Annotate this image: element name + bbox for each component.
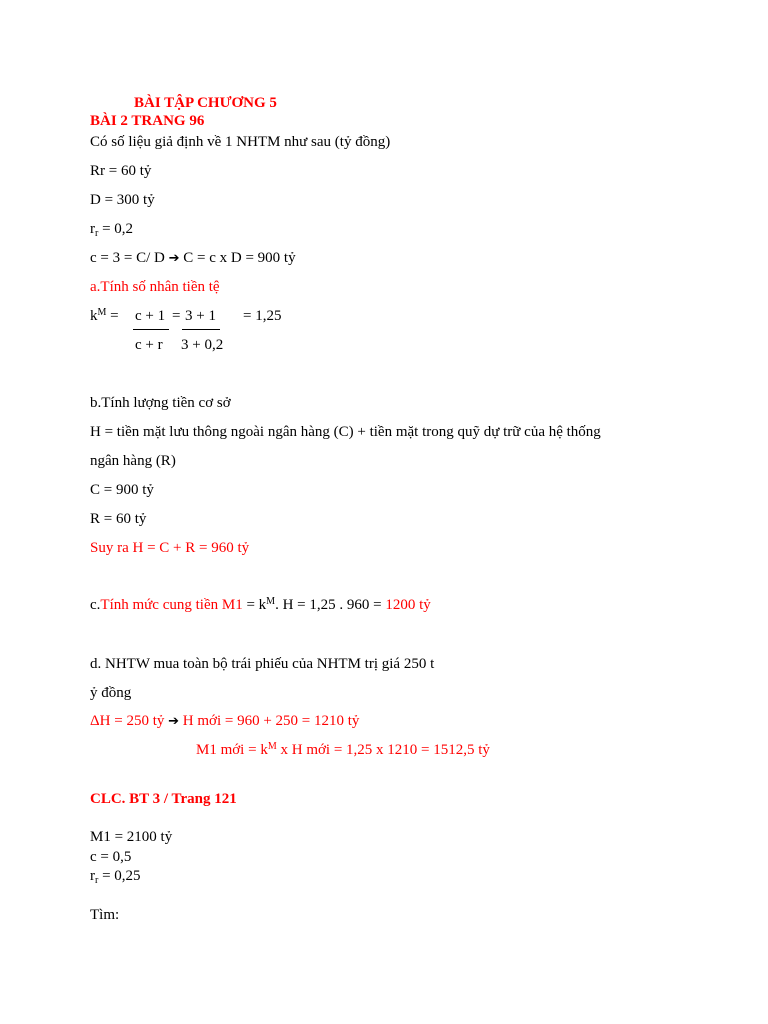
problem2-c: c = 0,5 bbox=[90, 849, 132, 865]
problem2-m1: M1 = 2100 tỷ bbox=[90, 829, 173, 845]
multiplier-result: = 1,25 bbox=[243, 308, 282, 324]
part-d-line1: d. NHTW mua toàn bộ trái phiếu của NHTM trị giá 250 t bbox=[90, 656, 435, 672]
m1-new-calc: x H mới = 1,25 x 1210 = bbox=[276, 742, 434, 758]
fraction2-denominator: 3 + 0,2 bbox=[181, 337, 224, 353]
c-result: C = c x D = 900 tỷ bbox=[179, 250, 296, 266]
fraction2-numerator: 3 + 1 bbox=[185, 308, 216, 324]
problem2-r bbox=[90, 867, 141, 885]
fraction2-bar bbox=[182, 329, 220, 330]
m1-new-result: 1512,5 tỷ bbox=[433, 742, 490, 758]
k-superscript: M bbox=[97, 307, 107, 318]
h-definition-line2: ngân hàng (R) bbox=[90, 453, 176, 469]
right-arrow-icon: ➔ bbox=[168, 251, 180, 266]
delta-h-line bbox=[90, 712, 359, 731]
r-value: = 0,2 bbox=[98, 221, 134, 237]
part-c-result: 1200 tỷ bbox=[385, 597, 431, 613]
c-expression: c = 3 = C/ D bbox=[90, 250, 169, 266]
r-base: r bbox=[90, 221, 95, 237]
h-result-line: Suy ra H = C + R = 960 tỷ bbox=[90, 540, 250, 556]
right-arrow-icon: ➔ bbox=[168, 714, 180, 729]
c-value-line: C = 900 tỷ bbox=[90, 482, 154, 498]
part-c-label: Tính mức cung tiền M1 bbox=[100, 597, 243, 613]
m1-new-prefix: M1 mới = k bbox=[196, 742, 268, 758]
fraction-equals: = bbox=[172, 308, 181, 324]
c-line bbox=[90, 249, 296, 268]
rr-line: Rr = 60 tỷ bbox=[90, 163, 152, 179]
k-symbol bbox=[90, 307, 119, 325]
problem2-find: Tìm: bbox=[90, 907, 120, 923]
problem2-r-subscript: r bbox=[95, 875, 99, 886]
fraction1-denominator: c + r bbox=[135, 337, 163, 353]
part-c-line bbox=[90, 596, 431, 614]
problem2-r-base: r bbox=[90, 868, 95, 884]
problem1-heading: BÀI 2 TRANG 96 bbox=[90, 113, 205, 129]
k-base: k bbox=[90, 308, 98, 324]
m1-new-line bbox=[196, 741, 490, 759]
r-value-line: R = 60 tỷ bbox=[90, 511, 147, 527]
fraction1-numerator: c + 1 bbox=[135, 308, 166, 324]
fraction1-bar bbox=[133, 329, 169, 330]
part-c-calc: . H = 1,25 . 960 = bbox=[275, 597, 386, 613]
d-line: D = 300 tỷ bbox=[90, 192, 155, 208]
problem1-intro: Có số liệu giả định về 1 NHTM như sau (tỷ đồng) bbox=[90, 134, 391, 150]
chapter-title: BÀI TẬP CHƯƠNG 5 bbox=[134, 95, 277, 111]
part-c-superscript: M bbox=[266, 596, 276, 607]
h-definition-line1: H = tiền mặt lưu thông ngoài ngân hàng (C) + tiền mặt trong quỹ dự trữ của hệ thống bbox=[90, 424, 601, 440]
problem2-heading: CLC. BT 3 / Trang 121 bbox=[90, 791, 237, 807]
delta-h-result: H mới = 960 + 250 = 1210 tỷ bbox=[179, 713, 360, 729]
problem2-r-value: = 0,25 bbox=[98, 868, 141, 884]
part-c-prefix: c. bbox=[90, 597, 101, 613]
delta-h-expression: ΔH = 250 tỷ bbox=[90, 713, 169, 729]
r-line bbox=[90, 220, 133, 238]
r-subscript: r bbox=[95, 228, 99, 239]
m1-new-superscript: M bbox=[267, 741, 277, 752]
k-equals: = bbox=[106, 308, 119, 324]
part-c-eq: = k bbox=[242, 597, 267, 613]
part-a-label: a.Tính số nhân tiền tệ bbox=[90, 279, 220, 295]
part-b-label: b.Tính lượng tiền cơ sở bbox=[90, 395, 231, 411]
part-d-line2: ỷ đồng bbox=[90, 685, 132, 701]
